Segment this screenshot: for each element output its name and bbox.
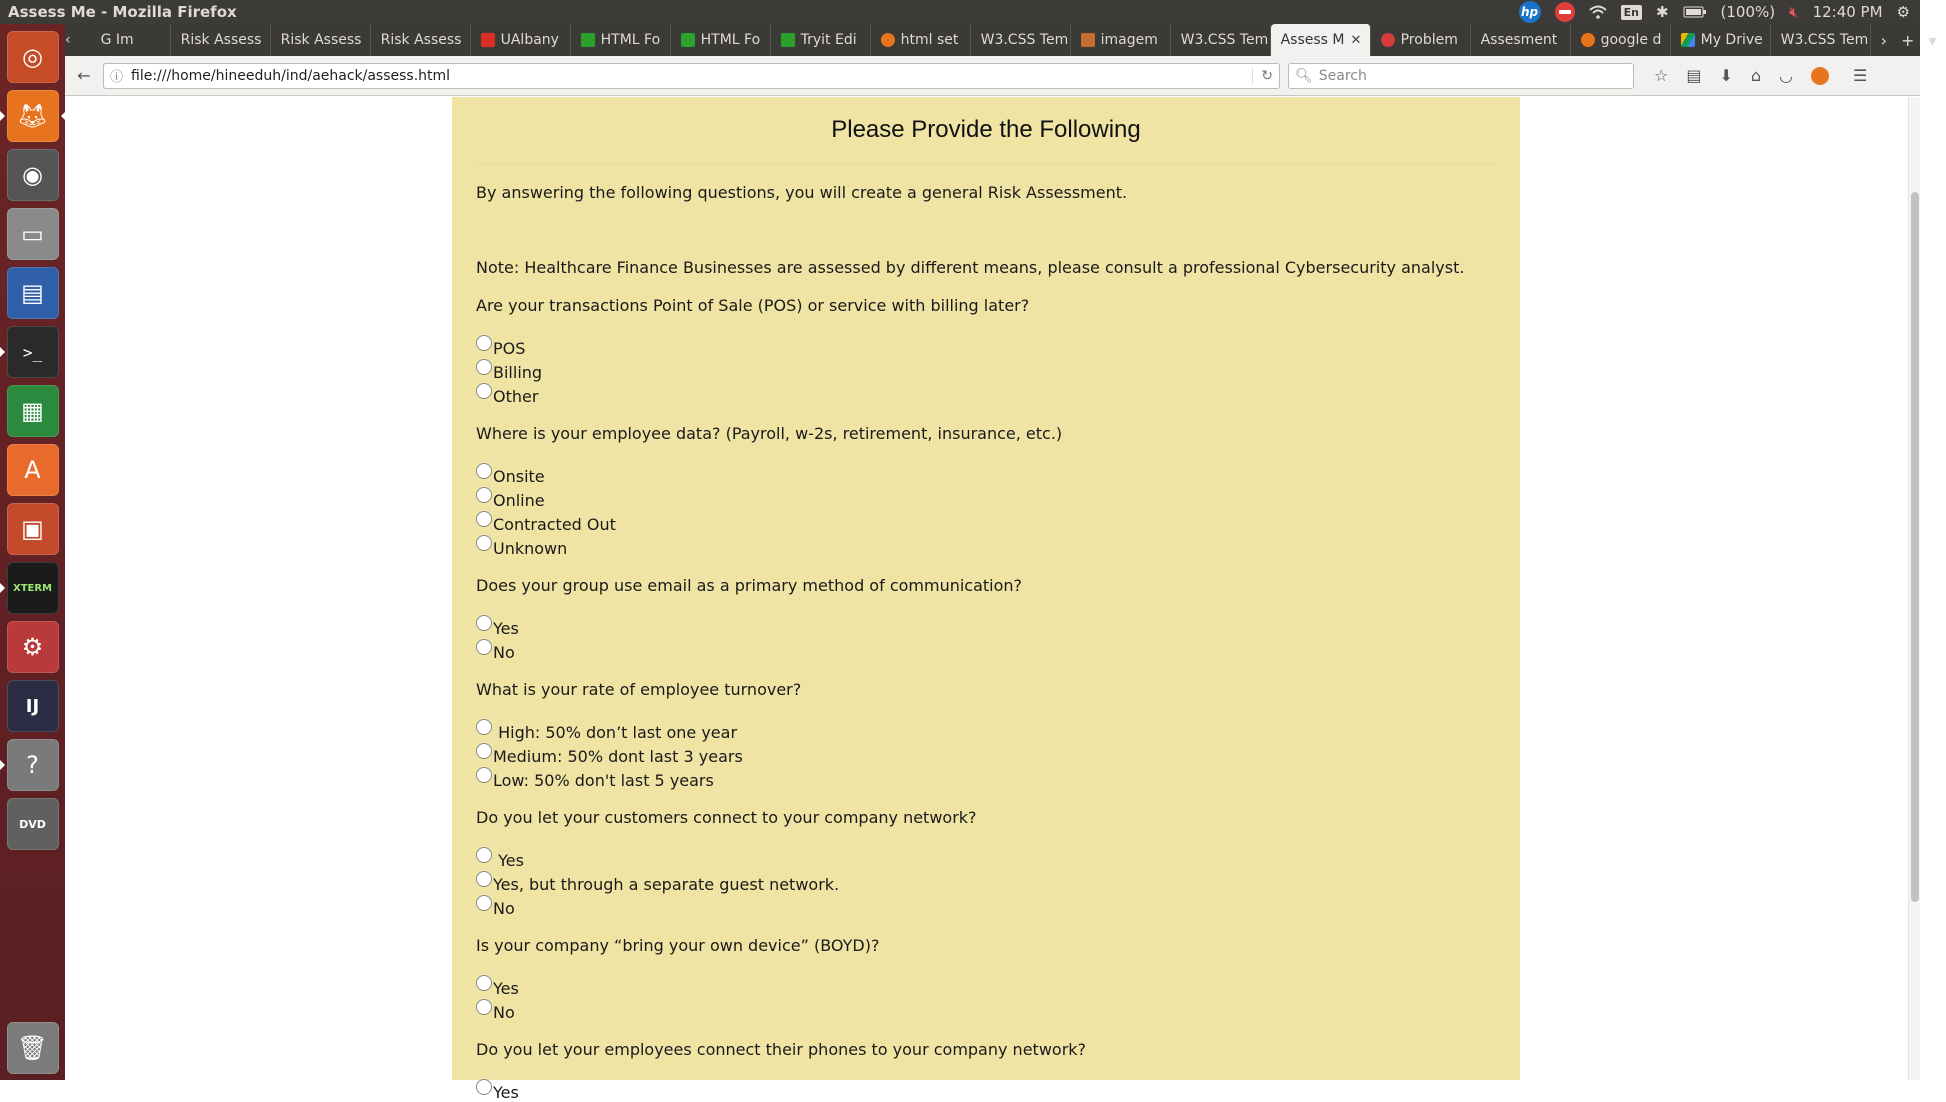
tab-17[interactable] [1771, 24, 1871, 56]
reading-list-icon[interactable]: ▤ [1686, 66, 1702, 85]
writer-icon[interactable]: ▤ [7, 267, 59, 319]
radio-button[interactable] [476, 511, 492, 527]
radio-option[interactable] [476, 766, 1496, 790]
radio-label: No [493, 642, 515, 662]
tab-5[interactable] [571, 24, 671, 56]
radio-option[interactable] [476, 534, 1496, 558]
tab-2[interactable] [271, 24, 371, 56]
note-text: Note: Healthcare Finance Businesses are assessed by different means, please consult a professional Cybersecurity analyst. [476, 258, 1465, 277]
radio-label: No [493, 1002, 515, 1022]
tabs-container [71, 24, 1871, 56]
radio-button[interactable] [476, 975, 492, 991]
no-entry-icon[interactable] [1555, 2, 1575, 22]
tab-favicon-icon [881, 33, 895, 47]
home-icon[interactable]: ⌂ [1750, 66, 1762, 85]
question-text: Where is your employee data? (Payroll, w-2s, retirement, insurance, etc.) [476, 424, 1063, 443]
radio-label: No [493, 898, 515, 918]
radio-button[interactable] [476, 871, 492, 887]
radio-option[interactable] [476, 638, 1496, 662]
question-text: Do you let your customers connect to your company network? [476, 808, 977, 827]
radio-option[interactable] [476, 870, 1496, 894]
impress-icon[interactable]: ▣ [7, 503, 59, 555]
radio-label: Yes [493, 978, 519, 998]
tab-1[interactable] [171, 24, 271, 56]
radio-button[interactable] [476, 335, 492, 351]
radio-label: Billing [493, 362, 543, 382]
radio-group [476, 718, 1496, 790]
radio-group [476, 462, 1496, 558]
radio-label: Other [493, 386, 539, 406]
radio-label: POS [493, 338, 526, 358]
tab-favicon-icon [1081, 33, 1095, 47]
radio-button[interactable] [476, 535, 492, 551]
tab-15[interactable] [1571, 24, 1671, 56]
tab-label: W3.CSS Tem [980, 32, 1069, 48]
questions-list [476, 296, 1496, 1102]
system-top-bar [0, 0, 1920, 24]
question-text: Does your group use email as a primary method of communication? [476, 576, 1023, 595]
tab-label: Risk Assess [280, 32, 362, 48]
tab-10[interactable] [1071, 24, 1171, 56]
radio-label: Contracted Out [493, 514, 616, 534]
radio-option[interactable] [476, 846, 1496, 870]
page-viewport [65, 97, 1920, 1102]
xterm-icon[interactable]: XTERM [7, 562, 59, 614]
search-icon: 🔍︎ [1295, 67, 1313, 84]
files-icon[interactable]: ▭ [7, 208, 59, 260]
tab-favicon-icon [1681, 33, 1695, 47]
firefox-icon[interactable]: 🦊︎ [7, 90, 59, 142]
wifi-icon[interactable] [1589, 5, 1607, 19]
radio-option[interactable] [476, 974, 1496, 998]
radio-option[interactable] [476, 462, 1496, 486]
radio-option[interactable] [476, 358, 1496, 382]
rhythmbox-icon[interactable]: ◉ [7, 149, 59, 201]
radio-option[interactable] [476, 486, 1496, 510]
radio-label: Yes [493, 1082, 519, 1102]
radio-button[interactable] [476, 895, 492, 911]
search-bar[interactable] [1288, 63, 1634, 89]
tab-scroll-left-icon[interactable]: ‹ [65, 32, 71, 48]
radio-group [476, 846, 1496, 918]
tab-label: google d [1600, 32, 1662, 48]
tab-favicon-icon [81, 33, 95, 47]
battery-percent[interactable]: (100%) [1720, 3, 1776, 21]
radio-label: High: 50% don’t last one year [493, 722, 738, 742]
radio-option[interactable] [476, 998, 1496, 1022]
radio-button[interactable] [476, 743, 492, 759]
tab-6[interactable] [671, 24, 771, 56]
radio-option[interactable] [476, 894, 1496, 918]
radio-button[interactable] [476, 463, 492, 479]
question-text: Do you let your employees connect their phones to your company network? [476, 1040, 1087, 1059]
radio-button[interactable] [476, 639, 492, 655]
radio-button[interactable] [476, 359, 492, 375]
tab-close-icon[interactable]: ✕ [1350, 32, 1362, 48]
form-card [452, 97, 1520, 1102]
hp-icon[interactable]: hp [1519, 1, 1541, 23]
tab-label: HTML Fo [700, 32, 761, 48]
tab-label: Tryit Edi [800, 32, 857, 48]
software-center-icon[interactable]: A [7, 444, 59, 496]
tab-0[interactable] [71, 24, 171, 56]
page-scrollbar[interactable] [1908, 97, 1920, 1080]
tab-label: HTML Fo [600, 32, 661, 48]
tab-favicon-icon [1581, 33, 1595, 47]
intro-text: By answering the following questions, you will create a general Risk Assessment. [476, 183, 1128, 202]
pocket-icon[interactable]: ◡ [1779, 66, 1793, 85]
url-text[interactable]: file:///home/hineeduh/ind/aehack/assess.html [131, 67, 451, 84]
radio-label: Yes [493, 850, 524, 870]
tab-strip [65, 24, 1937, 56]
radio-label: Unknown [493, 538, 568, 558]
radio-option[interactable] [476, 1078, 1496, 1102]
navigation-toolbar [65, 56, 1920, 96]
window-title: Assess Me - Mozilla Firefox [8, 3, 237, 21]
clock[interactable]: 12:40 PM [1812, 3, 1883, 21]
tab-4[interactable] [471, 24, 571, 56]
radio-button[interactable] [476, 847, 492, 863]
tab-label: G Im [100, 32, 134, 48]
tab-label: Risk Assess [180, 32, 262, 48]
bluetooth-icon[interactable]: ✱ [1655, 3, 1669, 21]
question-text: Are your transactions Point of Sale (POS) or service with billing later? [476, 296, 1030, 315]
radio-option[interactable] [476, 510, 1496, 534]
hamburger-menu-icon[interactable]: ☰ [1853, 66, 1868, 85]
search-input[interactable]: Search [1318, 67, 1367, 84]
radio-option[interactable] [476, 718, 1496, 742]
tab-label: W3.CSS Tem [1780, 32, 1869, 48]
reload-icon[interactable]: ↻ [1252, 68, 1273, 84]
unity-launcher [0, 24, 65, 1080]
back-arrow-icon[interactable]: ← [77, 66, 91, 85]
radio-label: Low: 50% don't last 5 years [493, 770, 714, 790]
tab-label: Problem [1400, 32, 1458, 48]
tab-favicon-icon [781, 33, 795, 47]
tab-16[interactable] [1671, 24, 1771, 56]
tab-label: Risk Assess [380, 32, 462, 48]
radio-button[interactable] [476, 767, 492, 783]
tab-9[interactable] [971, 24, 1071, 56]
volume-muted-icon[interactable]: 🔇︎ [1789, 3, 1799, 21]
question-text: What is your rate of employee turnover? [476, 680, 802, 699]
tab-3[interactable] [371, 24, 471, 56]
tab-14[interactable] [1471, 24, 1571, 56]
gear-icon[interactable]: ⚙ [1896, 3, 1910, 21]
radio-group [476, 334, 1496, 406]
intellij-icon[interactable]: IJ [7, 680, 59, 732]
tab-tools [1871, 24, 1946, 56]
tab-label: My Drive [1700, 32, 1763, 48]
tab-scroll-right-icon[interactable]: › [1880, 30, 1888, 50]
battery-icon[interactable] [1683, 6, 1707, 18]
tab-favicon-icon [1381, 33, 1395, 47]
radio-button[interactable] [476, 487, 492, 503]
tab-7[interactable] [771, 24, 871, 56]
tab-label: Assess M [1280, 32, 1345, 48]
dvd-icon[interactable]: DVD [7, 798, 59, 850]
radio-label: Yes [493, 618, 519, 638]
radio-button[interactable] [476, 999, 492, 1015]
page-info-icon[interactable]: ⓘ [110, 70, 124, 85]
tab-13[interactable] [1371, 24, 1471, 56]
tab-11[interactable] [1171, 24, 1271, 56]
radio-label: Onsite [493, 466, 545, 486]
scrollbar-thumb[interactable] [1911, 192, 1919, 902]
radio-group [476, 974, 1496, 1022]
radio-option[interactable] [476, 382, 1496, 406]
bookmark-star-icon[interactable]: ☆ [1654, 66, 1669, 85]
tab-list-icon[interactable]: ▾ [1928, 30, 1937, 50]
radio-group [476, 1078, 1496, 1102]
tab-12[interactable] [1271, 24, 1371, 56]
system-settings-icon[interactable]: ⚙ [7, 621, 59, 673]
addon-icon[interactable] [1811, 67, 1829, 85]
radio-option[interactable] [476, 614, 1496, 638]
radio-label: Medium: 50% dont last 3 years [493, 746, 743, 766]
url-bar[interactable] [103, 63, 1280, 89]
calc-icon[interactable]: ▦ [7, 385, 59, 437]
ubuntu-dash-icon[interactable]: ◎ [7, 31, 59, 83]
tab-label: html set [900, 32, 959, 48]
page-heading: Please Provide the Following [831, 116, 1141, 143]
radio-button[interactable] [476, 383, 492, 399]
tab-favicon-icon [581, 33, 595, 47]
radio-option[interactable] [476, 334, 1496, 358]
radio-label: Yes, but through a separate guest network. [493, 874, 840, 894]
radio-button[interactable] [476, 1079, 492, 1095]
toolbar-buttons [1654, 66, 1867, 85]
new-tab-icon[interactable]: + [1901, 30, 1915, 50]
radio-button[interactable] [476, 615, 492, 631]
question-text: Is your company “bring your own device” (BOYD)? [476, 936, 880, 955]
keyboard-layout-indicator[interactable]: En [1621, 5, 1642, 20]
help-icon[interactable]: ? [7, 739, 59, 791]
radio-button[interactable] [476, 719, 492, 735]
heading-divider [476, 164, 1496, 165]
tab-label: Assesment [1480, 32, 1558, 48]
trash-icon[interactable]: 🗑︎ [7, 1022, 59, 1074]
radio-option[interactable] [476, 742, 1496, 766]
tab-label: UAlbany [500, 32, 559, 48]
tab-favicon-icon [681, 33, 695, 47]
tab-label: imagem [1100, 32, 1158, 48]
radio-group [476, 614, 1496, 662]
downloads-icon[interactable]: ⬇ [1719, 66, 1733, 85]
tab-8[interactable] [871, 24, 971, 56]
terminal-icon[interactable]: >_ [7, 326, 59, 378]
tab-favicon-icon [481, 33, 495, 47]
tab-label: W3.CSS Tem [1180, 32, 1269, 48]
radio-label: Online [493, 490, 545, 510]
system-tray [1519, 1, 1920, 23]
